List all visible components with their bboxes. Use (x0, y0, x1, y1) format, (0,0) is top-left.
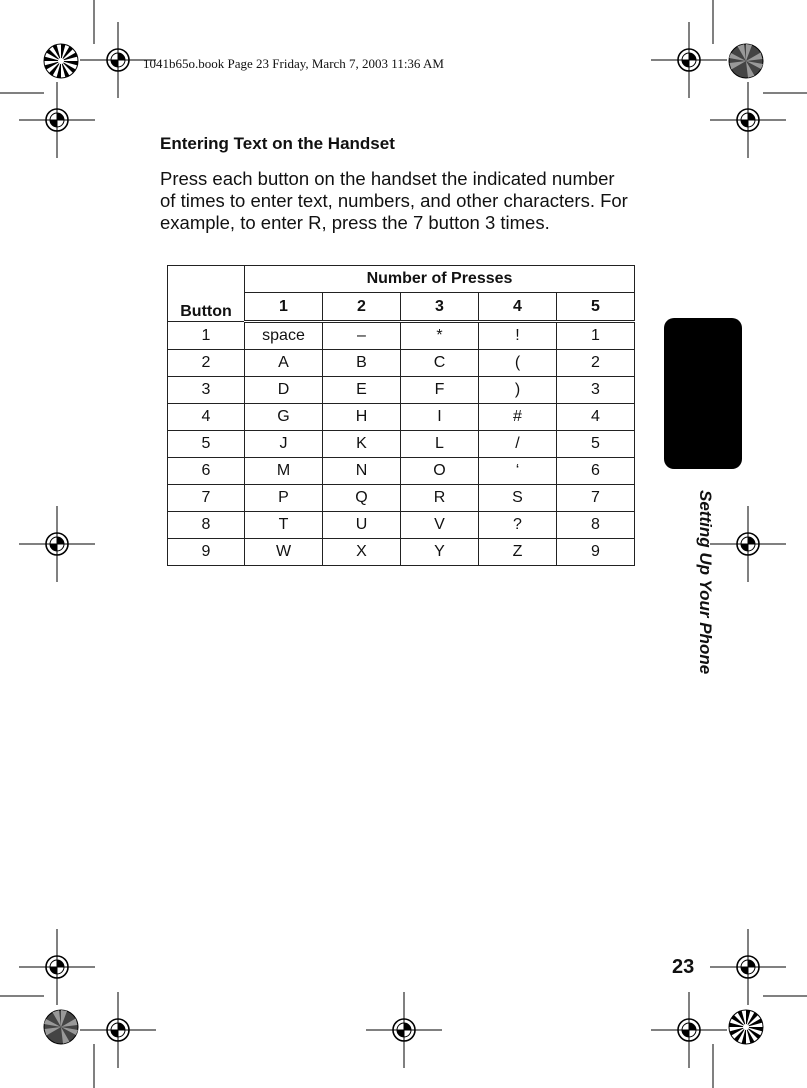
table-row (168, 431, 635, 458)
button-cell: 4 (168, 404, 245, 431)
character-cell: – (323, 322, 401, 350)
button-cell: 1 (168, 322, 245, 350)
character-cell: B (323, 350, 401, 377)
character-cell: / (479, 431, 557, 458)
button-column-header: Button (168, 266, 245, 322)
character-cell: J (245, 431, 323, 458)
key-presses-table (167, 265, 635, 566)
character-cell: Z (479, 539, 557, 566)
section-tab-marker (664, 318, 742, 469)
table-row (168, 539, 635, 566)
press-column-header: 5 (557, 293, 635, 322)
character-cell: W (245, 539, 323, 566)
button-cell: 3 (168, 377, 245, 404)
number-of-presses-header: Number of Presses (245, 266, 635, 293)
press-column-header: 1 (245, 293, 323, 322)
character-cell: * (401, 322, 479, 350)
character-cell: F (401, 377, 479, 404)
character-cell: 1 (557, 322, 635, 350)
character-cell: ! (479, 322, 557, 350)
character-cell: # (479, 404, 557, 431)
table-row (168, 350, 635, 377)
character-cell: O (401, 458, 479, 485)
registration-mark-icon (19, 506, 95, 582)
character-cell: ( (479, 350, 557, 377)
character-cell: 3 (557, 377, 635, 404)
table-row (168, 404, 635, 431)
press-column-header: 4 (479, 293, 557, 322)
character-cell: U (323, 512, 401, 539)
character-cell: ‘ (479, 458, 557, 485)
character-cell: 2 (557, 350, 635, 377)
character-cell: G (245, 404, 323, 431)
button-cell: 7 (168, 485, 245, 512)
character-cell: L (401, 431, 479, 458)
character-cell: D (245, 377, 323, 404)
section-side-title: Setting Up Your Phone (696, 490, 715, 675)
button-cell: 6 (168, 458, 245, 485)
registration-mark-icon (710, 929, 786, 1005)
character-cell: H (323, 404, 401, 431)
character-cell: V (401, 512, 479, 539)
character-cell: ? (479, 512, 557, 539)
table-row (168, 485, 635, 512)
registration-mark-icon (366, 992, 442, 1068)
character-cell: 5 (557, 431, 635, 458)
character-cell: X (323, 539, 401, 566)
table-row (168, 512, 635, 539)
character-cell: A (245, 350, 323, 377)
section-heading: Entering Text on the Handset (160, 134, 395, 153)
character-cell: R (401, 485, 479, 512)
button-cell: 8 (168, 512, 245, 539)
intro-paragraph: Press each button on the handset the indicated number of times to enter text, numbers, and other characters. For example, to enter R, press the 7 button 3 times. (160, 168, 628, 233)
star-target-dark-icon (44, 1010, 78, 1044)
character-cell: Y (401, 539, 479, 566)
button-cell: 9 (168, 539, 245, 566)
star-target-icon (44, 44, 78, 78)
star-target-dark-icon (729, 44, 763, 78)
press-column-header: 2 (323, 293, 401, 322)
character-cell: ) (479, 377, 557, 404)
character-cell: T (245, 512, 323, 539)
character-cell: S (479, 485, 557, 512)
character-cell: M (245, 458, 323, 485)
character-cell: 4 (557, 404, 635, 431)
character-cell: 9 (557, 539, 635, 566)
registration-mark-icon (19, 929, 95, 1005)
print-file-info: 1041b65o.book Page 23 Friday, March 7, 2003 11:36 AM (143, 56, 444, 71)
registration-mark-icon (80, 992, 156, 1068)
character-cell: 8 (557, 512, 635, 539)
character-cell: space (245, 322, 323, 350)
button-cell: 2 (168, 350, 245, 377)
character-cell: Q (323, 485, 401, 512)
page-number: 23 (672, 956, 695, 978)
registration-mark-icon (710, 506, 786, 582)
table-body (168, 322, 635, 566)
press-column-header: 3 (401, 293, 479, 322)
character-cell: N (323, 458, 401, 485)
character-cell: P (245, 485, 323, 512)
character-cell: E (323, 377, 401, 404)
registration-mark-icon (651, 992, 727, 1068)
character-cell: C (401, 350, 479, 377)
table-row (168, 322, 635, 350)
table-row (168, 377, 635, 404)
character-cell: K (323, 431, 401, 458)
star-target-icon (729, 1010, 763, 1044)
character-cell: 6 (557, 458, 635, 485)
table-row (168, 458, 635, 485)
character-cell: I (401, 404, 479, 431)
button-cell: 5 (168, 431, 245, 458)
character-cell: 7 (557, 485, 635, 512)
